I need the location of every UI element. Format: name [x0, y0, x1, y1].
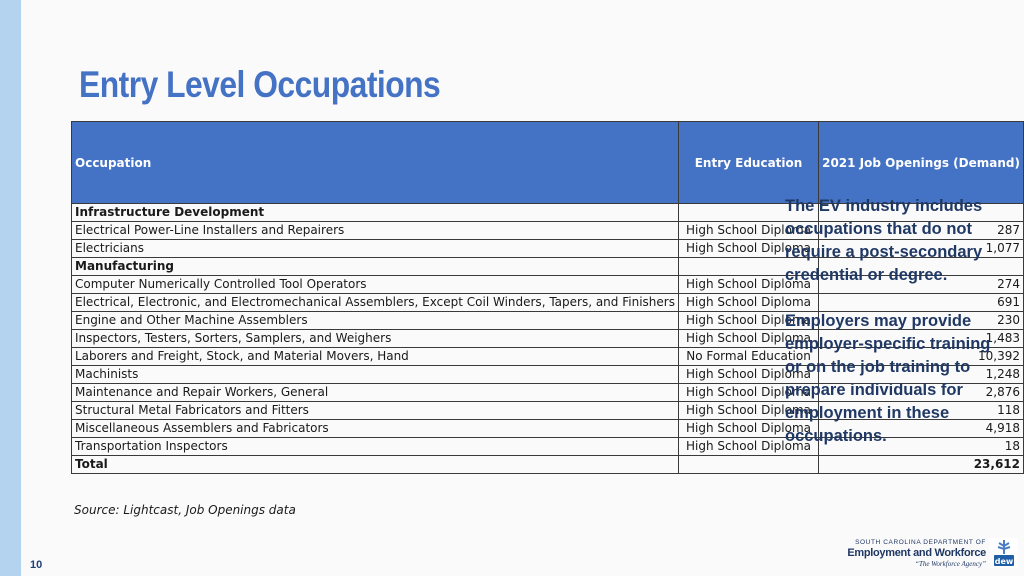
cell-occupation: Inspectors, Testers, Sorters, Samplers, and Weighers	[72, 330, 679, 348]
cell-occupation: Maintenance and Repair Workers, General	[72, 384, 679, 402]
cell-entry-education: No Formal Education	[678, 348, 818, 366]
cell-job-openings: 287	[819, 222, 1024, 240]
cell-job-openings: 1,483	[819, 330, 1024, 348]
cell-entry-education: High School Diploma	[678, 222, 818, 240]
cell-job-openings: 10,392	[819, 348, 1024, 366]
cell-occupation: Transportation Inspectors	[72, 438, 679, 456]
table-header-row	[72, 122, 1024, 204]
cell-entry-education: High School Diploma	[678, 276, 818, 294]
cell-occupation: Electrical Power-Line Installers and Repairers	[72, 222, 679, 240]
cell-entry-education: High School Diploma	[678, 330, 818, 348]
header-job-openings: 2021 Job Openings (Demand)	[819, 122, 1024, 204]
cell-occupation: Computer Numerically Controlled Tool Operators	[72, 276, 679, 294]
header-entry-education: Entry Education	[678, 122, 818, 204]
total-label: Total	[72, 456, 679, 474]
cell-job-openings: 1,248	[819, 366, 1024, 384]
logo-mark-text: dew	[994, 557, 1014, 566]
cell-job-openings: 274	[819, 276, 1024, 294]
side-paragraph-1: The EV industry includes occupations that do not require a post-secondary credential or degree.	[785, 197, 983, 284]
side-paragraph-2: Employers may provide employer-specific training or on the job training to prepare individuals for employment in these occupations.	[785, 312, 991, 445]
state-palmetto-logo-icon	[990, 538, 1018, 568]
cell-occupation: Laborers and Freight, Stock, and Material Movers, Hand	[72, 348, 679, 366]
total-value: 23,612	[819, 456, 1024, 474]
cell-entry-education: High School Diploma	[678, 294, 818, 312]
cell-occupation: Machinists	[72, 366, 679, 384]
header-occupation: Occupation	[72, 122, 679, 204]
logo-tagline: “The Workforce Agency”	[915, 560, 986, 568]
logo-line-1: SOUTH CAROLINA DEPARTMENT OF	[855, 539, 986, 546]
cell-job-openings: 2,876	[819, 384, 1024, 402]
cell-occupation: Electrical, Electronic, and Electromechanical Assemblers, Except Coil Winders, Tapers, and Finishers	[72, 294, 679, 312]
cell-entry-education: High School Diploma	[678, 420, 818, 438]
cell-entry-education: High School Diploma	[678, 240, 818, 258]
cell-job-openings: 118	[819, 402, 1024, 420]
cell-occupation: Structural Metal Fabricators and Fitters	[72, 402, 679, 420]
cell-entry-education: High School Diploma	[678, 438, 818, 456]
page-number: 10	[30, 559, 43, 571]
logo-line-2: Employment and Workforce	[847, 547, 986, 559]
cell-occupation: Manufacturing	[72, 258, 679, 276]
cell-job-openings: 691	[819, 294, 1024, 312]
page-title: Entry Level Occupations	[79, 64, 441, 105]
cell-job-openings: 230	[819, 312, 1024, 330]
cell-job-openings: 4,918	[819, 420, 1024, 438]
cell-entry-education: High School Diploma	[678, 312, 818, 330]
cell-occupation: Infrastructure Development	[72, 204, 679, 222]
agency-logo	[847, 536, 1020, 572]
cell-job-openings: 18	[819, 438, 1024, 456]
cell-entry-education: High School Diploma	[678, 402, 818, 420]
left-accent-bar	[0, 0, 21, 576]
side-commentary	[785, 195, 1010, 471]
cell-occupation: Engine and Other Machine Assemblers	[72, 312, 679, 330]
cell-occupation: Electricians	[72, 240, 679, 258]
cell-entry-education: High School Diploma	[678, 384, 818, 402]
cell-occupation: Miscellaneous Assemblers and Fabricators	[72, 420, 679, 438]
cell-entry-education: High School Diploma	[678, 366, 818, 384]
source-note: Source: Lightcast, Job Openings data	[74, 503, 296, 517]
cell-job-openings: 1,077	[819, 240, 1024, 258]
